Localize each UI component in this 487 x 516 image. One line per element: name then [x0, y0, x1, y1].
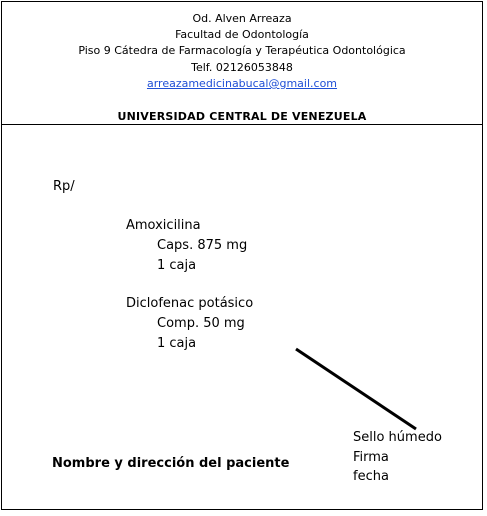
drug-name-amoxicilina: Amoxicilina [126, 218, 201, 233]
drug-quantity-diclofenac: 1 caja [157, 336, 197, 351]
faculty-name: Facultad de Odontología [175, 28, 309, 41]
date-label: fecha [353, 469, 389, 484]
rp-label: Rp/ [53, 179, 75, 194]
department-name: Piso 9 Cátedra de Farmacología y Terapéutica Odontológica [78, 44, 406, 57]
prescription-document [1, 1, 483, 510]
drug-name-diclofenac: Diclofenac potásico [126, 296, 254, 311]
phone-number: Telf. 02126053848 [191, 61, 293, 74]
doctor-name: Od. Alven Arreaza [192, 12, 292, 25]
email-link[interactable]: arreazamedicinabucal@gmail.com [146, 77, 338, 90]
seal-label: Sello húmedo [353, 430, 442, 445]
drug-form-diclofenac: Comp. 50 mg [157, 316, 245, 331]
signature-label: Firma [353, 450, 389, 465]
drug-quantity-amoxicilina: 1 caja [157, 258, 197, 273]
drug-form-amoxicilina: Caps. 875 mg [157, 238, 248, 253]
university-name: UNIVERSIDAD CENTRAL DE VENEZUELA [117, 110, 367, 123]
patient-label: Nombre y dirección del paciente [52, 456, 290, 471]
